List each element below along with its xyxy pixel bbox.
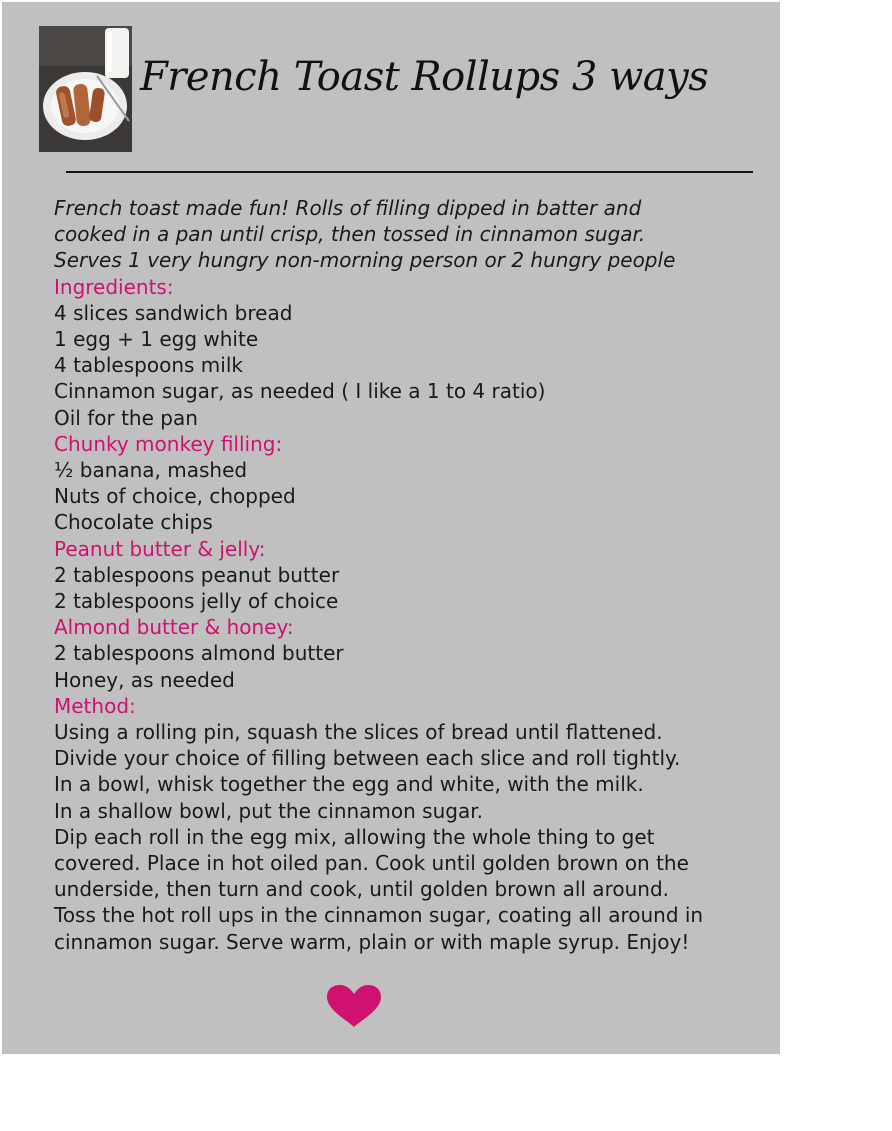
ingredient-item: 4 slices sandwich bread xyxy=(54,300,293,325)
method-line: Divide your choice of filling between each slice and roll tightly. xyxy=(54,746,681,771)
method-line: Toss the hot roll ups in the cinnamon sugar, coating all around in xyxy=(54,903,704,928)
pb-jelly-item: 2 tablespoons jelly of choice xyxy=(54,589,339,614)
chunky-monkey-heading: Chunky monkey filling: xyxy=(54,431,283,456)
method-line: cinnamon sugar. Serve warm, plain or with maple syrup. Enjoy! xyxy=(54,929,690,954)
method-line: Dip each roll in the egg mix, allowing the whole thing to get xyxy=(54,824,655,849)
pb-jelly-heading: Peanut butter & jelly: xyxy=(54,536,266,561)
method-line: Using a rolling pin, squash the slices of bread until flattened. xyxy=(54,720,663,745)
recipe-body xyxy=(54,195,754,955)
heart-icon xyxy=(326,984,382,1028)
method-line: In a shallow bowl, put the cinnamon sugar. xyxy=(54,798,483,823)
method-line: covered. Place in hot oiled pan. Cook until golden brown on the xyxy=(54,851,689,876)
ingredient-item: Cinnamon sugar, as needed ( I like a 1 to 4 ratio) xyxy=(54,379,546,404)
almond-honey-item: Honey, as needed xyxy=(54,667,235,692)
pb-jelly-item: 2 tablespoons peanut butter xyxy=(54,562,340,587)
method-line: In a bowl, whisk together the egg and white, with the milk. xyxy=(54,772,644,797)
intro-line: Serves 1 very hungry non-morning person or 2 hungry people xyxy=(54,248,676,273)
method-heading: Method: xyxy=(54,693,136,718)
chunky-monkey-item: Nuts of choice, chopped xyxy=(54,484,296,509)
french-toast-photo xyxy=(39,26,132,152)
intro-line: cooked in a pan until crisp, then tossed in cinnamon sugar. xyxy=(54,222,646,247)
method-line: underside, then turn and cook, until golden brown all around. xyxy=(54,877,669,902)
chunky-monkey-item: Chocolate chips xyxy=(54,510,213,535)
chunky-monkey-item: ½ banana, mashed xyxy=(54,458,248,483)
title-divider xyxy=(66,171,753,173)
ingredient-item: Oil for the pan xyxy=(54,405,198,430)
almond-honey-item: 2 tablespoons almond butter xyxy=(54,641,344,666)
ingredient-item: 4 tablespoons milk xyxy=(54,353,243,378)
recipe-title: French Toast Rollups 3 ways xyxy=(140,54,709,100)
ingredient-item: 1 egg + 1 egg white xyxy=(54,327,259,352)
almond-honey-heading: Almond butter & honey: xyxy=(54,615,294,640)
ingredients-heading: Ingredients: xyxy=(54,274,174,299)
intro-line: French toast made fun! Rolls of filling dipped in batter and xyxy=(54,196,642,220)
